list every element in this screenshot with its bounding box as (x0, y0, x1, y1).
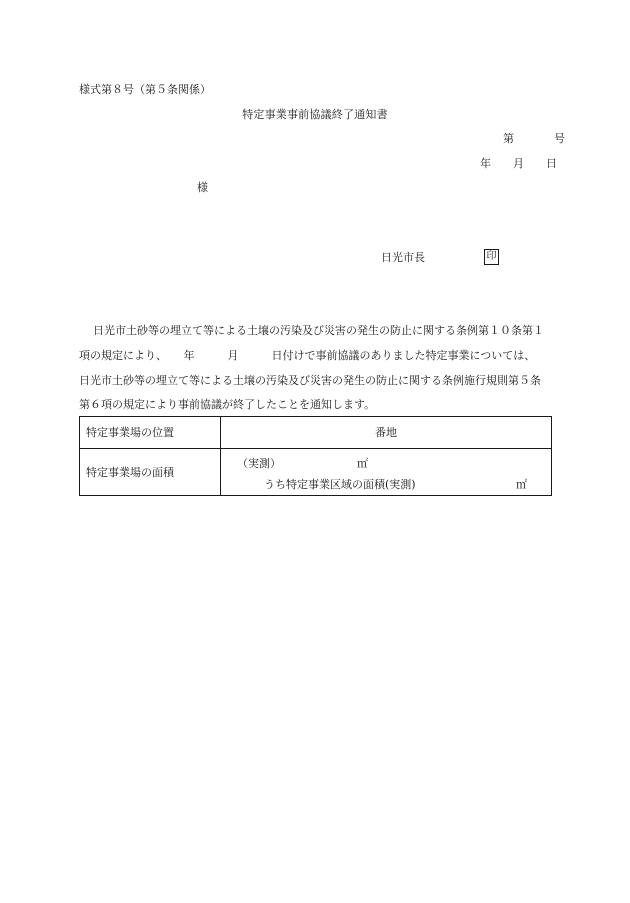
date-month: 月 (513, 157, 524, 170)
number-prefix: 第 (503, 132, 514, 145)
table-row (80, 417, 552, 449)
table-row (80, 449, 552, 496)
date-line (480, 158, 557, 169)
location-value: 番地 (221, 417, 552, 449)
area-unit: ㎡ (357, 457, 368, 470)
form-number: 様式第８号（第５条関係） (79, 83, 211, 96)
date-year: 年 (480, 157, 491, 170)
sub-area-unit: ㎡ (516, 478, 527, 491)
body-line-3: 日光市土砂等の埋立て等による土壌の汚染及び災害の発生の防止に関する条例施行規則第５条 (79, 374, 541, 387)
body-line-4: 第６項の規定により事前協議が終了したことを通知します。 (79, 398, 376, 411)
addressee-suffix: 様 (197, 181, 208, 194)
body-line-2: 項の規定により、 年 月 日付けで事前協議のありました特定事業については、 (79, 349, 536, 362)
location-label: 特定事業場の位置 (80, 417, 221, 449)
sub-area-label: うち特定事業区域の面積(実測) (264, 478, 416, 491)
area-value-cell (221, 449, 552, 496)
area-label: 特定事業場の面積 (80, 449, 221, 496)
number-suffix: 号 (554, 132, 565, 145)
seal-mark: 印 (484, 249, 499, 265)
survey-label: （実測） (237, 457, 281, 470)
document-number-line (503, 133, 565, 144)
document-title: 特定事業事前協議終了通知書 (242, 108, 388, 121)
date-day: 日 (546, 157, 557, 170)
site-info-table (79, 416, 552, 496)
body-line-1: 日光市土砂等の埋立て等による土壌の汚染及び災害の発生の防止に関する条例第１０条第１ (93, 324, 544, 337)
issuer-name: 日光市長 (381, 251, 425, 264)
